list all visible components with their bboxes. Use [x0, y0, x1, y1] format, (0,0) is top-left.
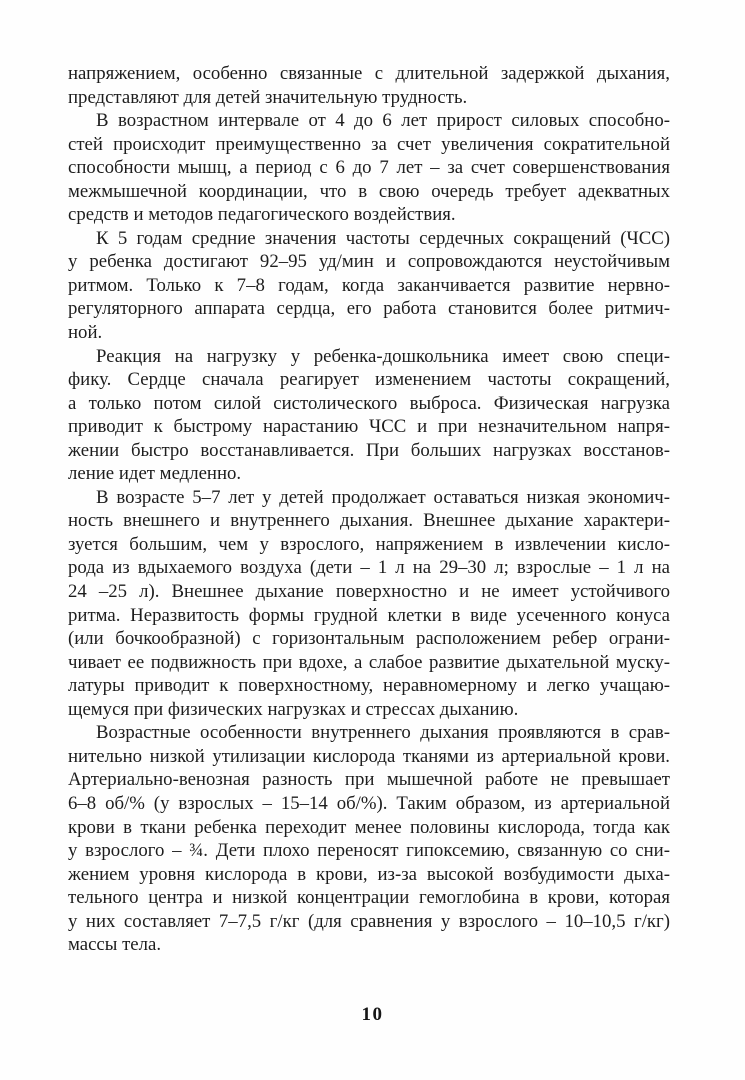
text-line: а только потом силой систолического выброса. Физическая нагрузка — [68, 392, 670, 414]
text-line: у ребенка достигают 92–95 уд/мин и сопровождаются неустойчивым — [68, 251, 670, 273]
text-line: зуется большим, чем у взрослого, напряжением в извлечении кисло- — [68, 533, 670, 555]
text-line: Артериально-венозная разность при мышечной работе не превышает — [68, 769, 670, 791]
text-line: ность внешнего и внутреннего дыхания. Внешнее дыхание характери- — [68, 510, 670, 532]
text-line: регуляторного аппарата сердца, его работа становится более ритмич- — [68, 298, 670, 320]
text-line: приводит к быстрому нарастанию ЧСС и при незначительном напря- — [68, 416, 670, 438]
paragraph — [68, 345, 670, 486]
text-line: фику. Сердце сначала реагирует изменением частоты сокращений, — [68, 369, 670, 391]
page-number: 10 — [361, 1004, 384, 1025]
text-line: нительно низкой утилизации кислорода тканями из артериальной крови. — [68, 745, 670, 767]
text-line: щемуся при физических нагрузках и стрессах дыханию. — [68, 698, 519, 720]
text-line: В возрасте 5–7 лет у детей продолжает оставаться низкая экономич- — [96, 486, 670, 508]
text-line: латуры приводит к поверхностному, неравномерному и легко учащаю- — [68, 675, 670, 697]
text-line: представляют для детей значительную трудность. — [68, 86, 468, 108]
text-line: у взрослого – ¾. Дети плохо переносят гипоксемию, связанную со сни- — [68, 840, 670, 862]
text-line: ритмом. Только к 7–8 годам, когда заканчивается развитие нервно- — [68, 274, 670, 296]
text-line: ление идет медленно. — [68, 463, 242, 485]
paragraph — [68, 486, 670, 721]
paragraph — [68, 227, 670, 345]
paragraph — [68, 109, 670, 227]
text-line: Возрастные особенности внутреннего дыхания проявляются в срав- — [96, 722, 670, 744]
text-line: (или бочкообразной) с горизонтальным расположением ребер ограни- — [68, 628, 670, 650]
text-line: жении быстро восстанавливается. При больших нагрузках восстанов- — [68, 439, 670, 461]
text-line: рода из вдыхаемого воздуха (дети – 1 л на 29–30 л; взрослые – 1 л на — [68, 557, 670, 579]
text-line: средств и методов педагогического воздействия. — [68, 204, 456, 226]
paragraph — [68, 62, 670, 109]
text-line: стей происходит преимущественно за счет увеличения сократительной — [68, 133, 670, 155]
text-line: Реакция на нагрузку у ребенка-дошкольника имеет свою специ- — [96, 345, 670, 367]
text-line: 6–8 об/% (у взрослых – 15–14 об/%). Таким образом, из артериальной — [68, 792, 670, 814]
text-line: способности мышц, а период с 6 до 7 лет – за счет совершенствования — [68, 157, 670, 179]
text-line: К 5 годам средние значения частоты сердечных сокращений (ЧСС) — [96, 227, 670, 249]
text-block — [68, 62, 670, 957]
text-line: у них составляет 7–7,5 г/кг (для сравнения у взрослого – 10–10,5 г/кг) — [68, 910, 670, 932]
text-line: В возрастном интервале от 4 до 6 лет прирост силовых способно- — [96, 110, 670, 132]
paragraph — [68, 721, 670, 956]
text-line: крови в ткани ребенка переходит менее половины кислорода, тогда как — [68, 816, 670, 838]
text-line: тельного центра и низкой концентрации гемоглобина в крови, которая — [68, 887, 670, 909]
text-line: массы тела. — [68, 934, 162, 956]
text-line: ритма. Неразвитость формы грудной клетки в виде усеченного конуса — [68, 604, 670, 626]
text-line: напряжением, особенно связанные с длительной задержкой дыхания, — [68, 63, 670, 84]
text-line: межмышечной координации, что в свою очередь требует адекватных — [68, 180, 670, 202]
text-line: чивает ее подвижность при вдохе, а слабое развитие дыхательной муску- — [68, 651, 670, 673]
text-line: ной. — [68, 322, 103, 344]
text-line: жением уровня кислорода в крови, из-за высокой возбудимости дыха- — [68, 863, 670, 885]
text-line: 24 –25 л). Внешнее дыхание поверхностно и не имеет устойчивого — [68, 581, 670, 603]
